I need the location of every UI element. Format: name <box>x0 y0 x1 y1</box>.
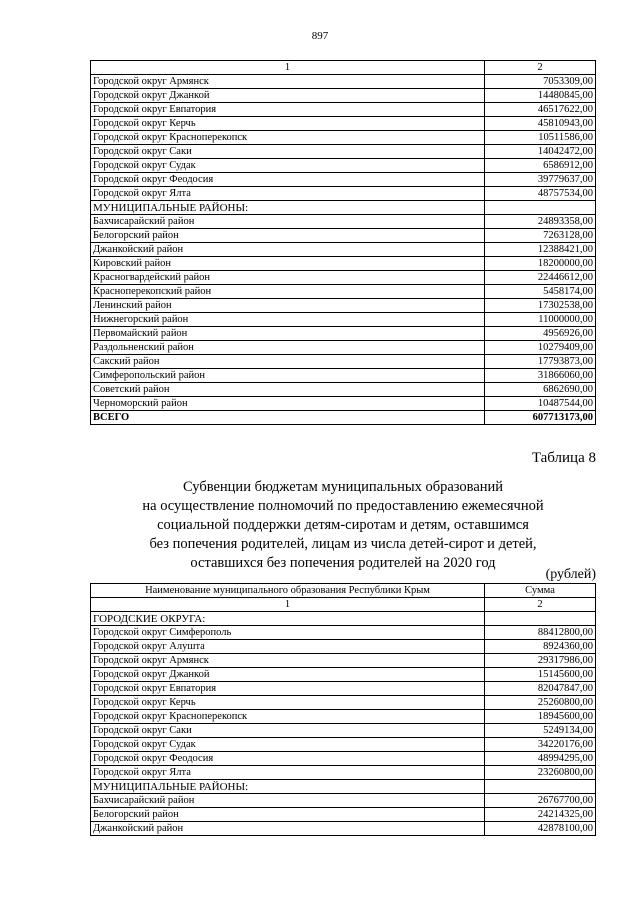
table-row <box>91 640 596 654</box>
amount-value: 26767700,00 <box>485 794 596 808</box>
municipality-name: Городской округ Красноперекопск <box>91 710 485 724</box>
municipality-name: Городской округ Ялта <box>91 766 485 780</box>
municipality-name: Бахчисарайский район <box>91 794 485 808</box>
amount-value: 31866060,00 <box>485 369 596 383</box>
municipality-name: Сакский район <box>91 355 485 369</box>
column-number-2: 2 <box>485 61 596 75</box>
table-row <box>91 271 596 285</box>
amount-value: 12388421,00 <box>485 243 596 257</box>
table-row <box>91 243 596 257</box>
municipality-name: Городской округ Судак <box>91 738 485 752</box>
section-header-row <box>91 780 596 794</box>
municipality-name: Белогорский район <box>91 229 485 243</box>
municipality-name: Городской округ Джанкой <box>91 668 485 682</box>
column-number-1: 1 <box>91 61 485 75</box>
municipality-name: Первомайский район <box>91 327 485 341</box>
table-body <box>91 61 596 425</box>
amount-value: 5249134,00 <box>485 724 596 738</box>
table-row <box>91 626 596 640</box>
amount-value: 15145600,00 <box>485 668 596 682</box>
amount-value: 18945600,00 <box>485 710 596 724</box>
municipality-name: Городской округ Ялта <box>91 187 485 201</box>
table-row <box>91 229 596 243</box>
amount-value: 39779637,00 <box>485 173 596 187</box>
amount-value: 10279409,00 <box>485 341 596 355</box>
amount-value: 7263128,00 <box>485 229 596 243</box>
table-title-line: социальной поддержки детям-сиротам и детям, оставшимся <box>157 517 529 533</box>
amount-value: 14480845,00 <box>485 89 596 103</box>
municipality-name: Красноперекопский район <box>91 285 485 299</box>
table-row <box>91 103 596 117</box>
table-title-line: без попечения родителей, лицам из числа детей-сирот и детей, <box>149 536 537 552</box>
column-title-amount: Сумма <box>485 584 596 598</box>
column-title-name: Наименование муниципального образования Республики Крым <box>91 584 485 598</box>
currency-units: (рублей) <box>545 567 596 582</box>
amount-value: 10487544,00 <box>485 397 596 411</box>
municipality-name: Бахчисарайский район <box>91 215 485 229</box>
total-row <box>91 411 596 425</box>
table-row <box>91 696 596 710</box>
amount-value: 34220176,00 <box>485 738 596 752</box>
table-row <box>91 808 596 822</box>
municipality-name: Нижнегорский район <box>91 313 485 327</box>
amount-value: 22446612,00 <box>485 271 596 285</box>
table-row <box>91 668 596 682</box>
table-row <box>91 89 596 103</box>
amount-value: 42878100,00 <box>485 822 596 836</box>
municipality-name: ГОРОДСКИЕ ОКРУГА: <box>91 612 485 626</box>
municipality-name: Городской округ Алушта <box>91 640 485 654</box>
municipality-name: Черноморский район <box>91 397 485 411</box>
table-row <box>91 117 596 131</box>
table-row <box>91 710 596 724</box>
amount-value: 4956926,00 <box>485 327 596 341</box>
table-row <box>91 794 596 808</box>
municipality-name: Городской округ Саки <box>91 724 485 738</box>
column-number-1: 1 <box>91 598 485 612</box>
amount-value: 88412800,00 <box>485 626 596 640</box>
table-row <box>91 369 596 383</box>
municipality-name: Городской округ Феодосия <box>91 173 485 187</box>
municipality-name: Симферопольский район <box>91 369 485 383</box>
amount-value: 5458174,00 <box>485 285 596 299</box>
table-title-line: оставшихся без попечения родителей на 2020 год <box>190 555 496 571</box>
table-row <box>91 159 596 173</box>
table-row <box>91 257 596 271</box>
municipality-name: Джанкойский район <box>91 822 485 836</box>
municipality-name: МУНИЦИПАЛЬНЫЕ РАЙОНЫ: <box>91 780 485 794</box>
municipality-name: Городской округ Судак <box>91 159 485 173</box>
allocation-table-continued <box>90 60 596 425</box>
column-title-row <box>91 584 596 598</box>
table-body <box>91 584 596 836</box>
table-row <box>91 654 596 668</box>
amount-value: 10511586,00 <box>485 131 596 145</box>
table-title-line: Субвенции бюджетам муниципальных образований <box>182 479 504 495</box>
table-title <box>90 478 596 573</box>
municipality-name: Ленинский район <box>91 299 485 313</box>
municipality-name: Городской округ Красноперекопск <box>91 131 485 145</box>
table-row <box>91 724 596 738</box>
subvention-table <box>90 583 596 836</box>
municipality-name: МУНИЦИПАЛЬНЫЕ РАЙОНЫ: <box>91 201 485 215</box>
municipality-name: Джанкойский район <box>91 243 485 257</box>
table-title-line: на осуществление полномочий по предоставлению ежемесячной <box>142 498 544 514</box>
amount-value: 24893358,00 <box>485 215 596 229</box>
amount-value: 7053309,00 <box>485 75 596 89</box>
table-row <box>91 682 596 696</box>
municipality-name: Городской округ Феодосия <box>91 752 485 766</box>
table-row <box>91 187 596 201</box>
municipality-name: Городской округ Керчь <box>91 117 485 131</box>
table-number: Таблица 8 <box>531 450 596 466</box>
amount-value: 48757534,00 <box>485 187 596 201</box>
table-row <box>91 355 596 369</box>
column-number-2: 2 <box>485 598 596 612</box>
table-row <box>91 131 596 145</box>
table-row <box>91 313 596 327</box>
municipality-name: Раздольненский район <box>91 341 485 355</box>
page-number: 897 <box>311 30 329 42</box>
municipality-name: Городской округ Симферополь <box>91 626 485 640</box>
municipality-name: Городской округ Армянск <box>91 75 485 89</box>
amount-value: 45810943,00 <box>485 117 596 131</box>
municipality-name: ВСЕГО <box>91 411 485 425</box>
table-row <box>91 145 596 159</box>
table-row <box>91 173 596 187</box>
amount-value: 23260800,00 <box>485 766 596 780</box>
table-row <box>91 299 596 313</box>
amount-value: 17793873,00 <box>485 355 596 369</box>
table-row <box>91 822 596 836</box>
column-number-row <box>91 598 596 612</box>
table-row <box>91 75 596 89</box>
amount-value <box>485 780 596 794</box>
amount-value: 17302538,00 <box>485 299 596 313</box>
table-row <box>91 752 596 766</box>
municipality-name: Кировский район <box>91 257 485 271</box>
amount-value: 46517622,00 <box>485 103 596 117</box>
amount-value: 25260800,00 <box>485 696 596 710</box>
table-row <box>91 766 596 780</box>
table-row <box>91 341 596 355</box>
column-number-row <box>91 61 596 75</box>
municipality-name: Городской округ Евпатория <box>91 682 485 696</box>
municipality-name: Городской округ Джанкой <box>91 89 485 103</box>
municipality-name: Белогорский район <box>91 808 485 822</box>
amount-value: 48994295,00 <box>485 752 596 766</box>
amount-value: 29317986,00 <box>485 654 596 668</box>
municipality-name: Городской округ Евпатория <box>91 103 485 117</box>
amount-value: 607713173,00 <box>485 411 596 425</box>
amount-value <box>485 201 596 215</box>
table-row <box>91 285 596 299</box>
amount-value: 11000000,00 <box>485 313 596 327</box>
amount-value: 14042472,00 <box>485 145 596 159</box>
municipality-name: Красногвардейский район <box>91 271 485 285</box>
municipality-name: Городской округ Керчь <box>91 696 485 710</box>
table-row <box>91 383 596 397</box>
municipality-name: Городской округ Саки <box>91 145 485 159</box>
section-header-row <box>91 201 596 215</box>
table-row <box>91 397 596 411</box>
amount-value: 82047847,00 <box>485 682 596 696</box>
amount-value: 24214325,00 <box>485 808 596 822</box>
amount-value: 6586912,00 <box>485 159 596 173</box>
table-row <box>91 327 596 341</box>
table-row <box>91 738 596 752</box>
municipality-name: Городской округ Армянск <box>91 654 485 668</box>
amount-value: 6862690,00 <box>485 383 596 397</box>
amount-value: 18200000,00 <box>485 257 596 271</box>
municipality-name: Советский район <box>91 383 485 397</box>
table-row <box>91 215 596 229</box>
amount-value <box>485 612 596 626</box>
amount-value: 8924360,00 <box>485 640 596 654</box>
section-header-row <box>91 612 596 626</box>
